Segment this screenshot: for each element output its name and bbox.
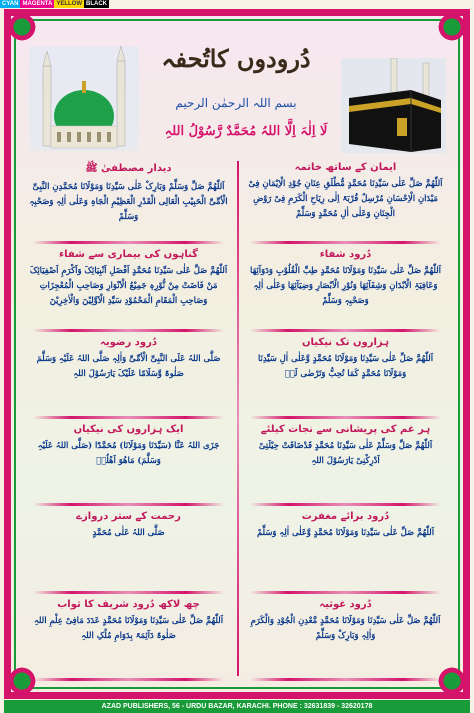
kaaba-icon — [341, 58, 446, 153]
durood-text: اَللّٰھُمَّ صَلِّ وَسَلِّمْ وَبَارِکْ عَلٰی سَیِّدِنَا وَمَوْلَانَا مُحَمَّدِنِ النَّبِیِّ الْاُمِّیِّ الْحَبِیْبِ الْعَالِی الْقَدْرِ الْعَظِیْمِ الْجَاہِ وَعَلٰی اٰلِہٖ وَصَحْبِہٖ وَسَلِّمْ — [29, 181, 228, 221]
print-mark-magenta: MAGENTA — [22, 1, 53, 7]
corner-ornament-icon — [5, 664, 39, 698]
durood-grid — [23, 158, 451, 678]
corner-ornament-icon — [5, 10, 39, 44]
print-mark-yellow: YELLOW — [56, 1, 83, 7]
durood-card — [240, 420, 451, 503]
durood-text: اَللّٰھُمَّ صَلِّ عَلٰی سَیِّدِنَا وَمَوْلَانَا مُحَمَّدٍ وَّعَلٰی اٰلِ سَیِّدِنَا وَمَوْلَانَا مُحَمَّدٍ کَمَا تُحِبُّ وَتَرْضٰی لَہٗ — [257, 352, 434, 378]
poster-header — [11, 16, 463, 156]
durood-text: صَلَّی اللہُ عَلٰی مُحَمَّدٍ — [92, 527, 165, 538]
durood-text: اَللّٰھُمَّ صَلِّ عَلٰی سَیِّدِنَا وَمَوْلَانَا مُحَمَّدٍ طِبِّ الْقُلُوْبِ وَدَوَآئِھَا وَعَافِیَۃِ الْاَبْدَانِ وَشِفَآئِھَا وَنُوْرِ الْاَبْصَارِ وَضِیَآئِھَا وَعَلٰی اٰلِہٖ وَصَحْبِہٖ وَسَلِّمْ — [250, 265, 441, 306]
durood-heading: چھ لاکھ دُرود شریف کا ثواب — [57, 598, 200, 610]
durood-card — [240, 507, 451, 590]
durood-text: اَللّٰھُمَّ صَلِّ وَسَلِّمْ عَلٰی سَیِّدِنَا مُحَمَّدٍ قَدْضَاقَتْ حِیْلَتِیْ اَدْرِکْنِیْ یَارَسُوْلَ اللہِ — [258, 440, 433, 465]
print-mark-cyan: CYAN — [2, 1, 19, 7]
durood-heading: دُرود شفاء — [319, 249, 372, 261]
durood-card — [23, 333, 234, 416]
durood-heading: دُرود برائے مغفرت — [301, 511, 390, 523]
publisher-footer: AZAD PUBLISHERS, 56 - URDU BAZAR, KARACHI. PHONE : 32631839 - 32620178 — [4, 700, 470, 713]
print-color-bar — [0, 0, 120, 8]
kalima-text: لَا اِلٰہَ اِلَّا اللہُ مُحَمَّدٌ رَّسُوْلُ اللہِ — [164, 124, 328, 139]
durood-card — [240, 245, 451, 328]
corner-ornament-icon — [435, 10, 469, 44]
durood-heading: ہزاروں تک نیکیاں — [302, 336, 389, 348]
durood-heading: دُرود غوثیہ — [319, 598, 372, 610]
durood-text: اَللّٰھُمَّ صَلِّ عَلٰی سَیِّدِنَا وَمَوْلَانَا مُحَمَّدٍ وَّعَلٰی اٰلِہٖ وَسَلِّمْ — [256, 527, 435, 538]
durood-text: اَللّٰھُمَّ صَلِّ عَلٰی سَیِّدِنَا وَمَوْلَانَا مُحَمَّدٍ مَّعْدِنِ الْجُوْدِ وَالْکَرَمِ وَاٰلِہٖ وَبَارِکْ وَسَلِّمْ — [250, 614, 441, 640]
durood-card — [23, 507, 234, 590]
durood-text: اَللّٰھُمَّ صَلِّ عَلٰی سَیِّدِنَا مُحَمَّدٍ مُّطْلَقِ عِنَانِ جُوْدِ الْاِیْمَانِ فِیْ مَیْدَانِ الْاِحْسَانِ مُرْسِلٌ قُرْبَۃً اِلٰی رِیَاحِ الْکَرَمِ فِیْ رَوْضِ الْجِنَانِ وَعَلٰی اٰلِ مُحَمَّدٍ وَسَلِّمْ — [248, 178, 443, 218]
durood-text: جَزَی اللہُ عَنَّا (سَیِّدَنَا وَمَوْلَانَا) مُحَمَّدًا (صَلَّی اللہُ عَلَیْہِ وَسَلَّمَ) مَاھُوَ اَھْلُہٗ — [37, 440, 220, 465]
poster-title: دُرودوں کاتُحفہ — [161, 44, 311, 73]
durood-text: صَلَّی اللہُ عَلَی النَّبِیِّ الْاُمِّیِّ وَاٰلِہٖ صَلَّی اللہُ عَلَیْہِ وَسَلَّمَ صَلٰوۃً وَّسَلَامًا عَلَیْکَ یَارَسُوْلَ اللہِ — [36, 352, 221, 378]
durood-card — [23, 595, 234, 678]
poster — [4, 9, 470, 699]
durood-card — [23, 158, 234, 241]
durood-heading: ایک ہزاروں کی نیکیاں — [73, 424, 184, 435]
bismillah-text: بسم اللہ الرحمٰن الرحیم — [175, 96, 297, 110]
durood-heading: ایمان کے ساتھ خاتمہ — [294, 162, 397, 173]
corner-ornament-icon — [435, 664, 469, 698]
durood-heading: دُرود رضویہ — [99, 336, 158, 348]
durood-card — [23, 245, 234, 328]
durood-card — [240, 158, 451, 241]
durood-text: اَللّٰھُمَّ صَلِّ عَلٰی سَیِّدِنَا مُحَمَّدٍ اَفْضَلِ اَنْبِیَائِکَ وَاَکْرَمِ اَصْفِیَائِکَ مَنْ فَاضَتْ مِنْ نُّوْرِہٖ جَمِیْعُ الْاَنْوَارِ وَصَاحِبِ الْمُعْجِزَاتِ وَصَاحِبِ الْمَقَامِ الْمَحْمُوْدِ سَیِّدِ الْاَوَّلِیْنَ وَالْاٰخِرِیْنَ — [29, 265, 228, 306]
durood-card — [240, 333, 451, 416]
durood-card — [23, 420, 234, 503]
durood-heading: گناہوں کی بیماری سے شفاء — [59, 249, 198, 261]
durood-heading: رحمت کے ستر دروازے — [76, 511, 181, 523]
durood-card — [240, 595, 451, 678]
durood-heading: دیدار مصطفیٰ ﷺ — [85, 163, 172, 174]
durood-text: اَللّٰھُمَّ صَلِّ عَلٰی سَیِّدِنَا وَمَوْلَانَا مُحَمَّدٍ عَدَدَ مَافِیْ عِلْمِ اللہِ صَلٰوۃً دَآئِمَۃً بِدَوَامِ مُلْکِ اللہِ — [33, 614, 224, 640]
print-mark-black: BLACK — [86, 1, 108, 7]
durood-heading: ہر غم کی پریشانی سے نجات کیلئے — [260, 424, 431, 435]
